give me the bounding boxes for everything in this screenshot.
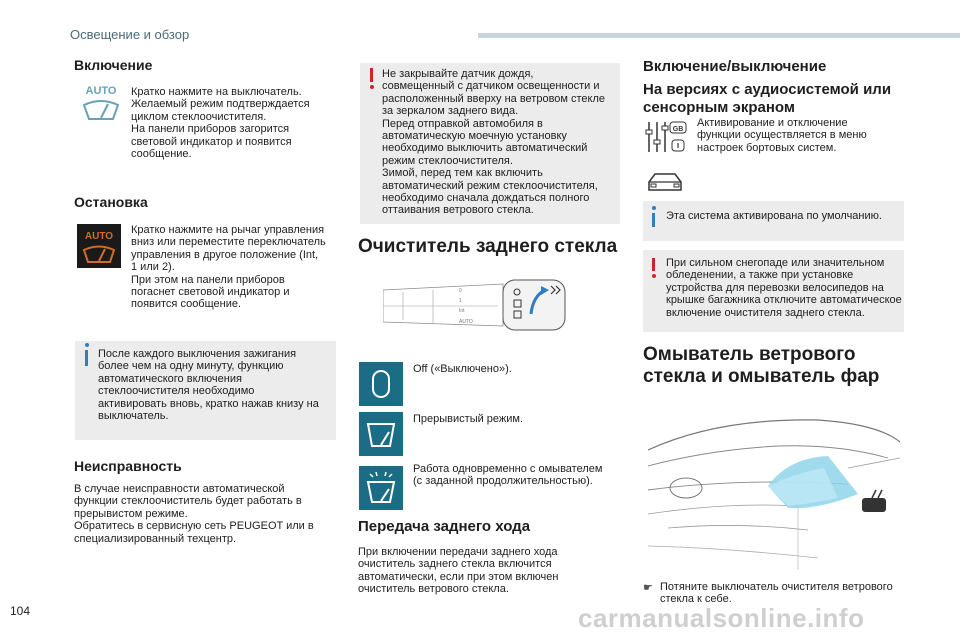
snow-warning-text: При сильном снегопаде или значительном обледенении, а также при установке устройства для перевозки велосипедов на крышке багажника отключите автоматическое включение очистителя заднего стекла. xyxy=(666,257,902,319)
stop-heading: Остановка xyxy=(74,194,148,210)
svg-text:AUTO: AUTO xyxy=(84,231,114,242)
mode-washer-icon xyxy=(359,466,403,510)
reverse-text: При включении передачи заднего хода очиститель заднего стекла включится автоматически, если при этом включен очиститель ветрового стекла. xyxy=(358,546,559,596)
section-title: Освещение и обзор xyxy=(70,27,190,42)
mode-off-text: Off («Выключено»). xyxy=(413,363,512,375)
warning-icon-snow xyxy=(652,258,655,271)
warning-icon xyxy=(370,68,373,82)
info-icon-dot xyxy=(85,343,89,347)
svg-text:1: 1 xyxy=(459,298,462,304)
svg-text:AUTO: AUTO xyxy=(459,319,473,325)
fault-text: В случае неисправности автоматической функции стеклоочиститель будет работать в прерывистом режиме. Обратитесь в сервисную сеть PEUGEOT или в специализированный техцентр. xyxy=(74,483,314,545)
fault-heading: Неисправность xyxy=(74,458,182,474)
warning-text: Не закрывайте датчик дождя, совмещенный с датчиком освещенности и расположенный вверху на ветровом стекле за зеркалом заднего вида. Перед отправкой автомобиля в автоматическую моечную установку необходимо выключить автоматический режим стеклоочистителя. Зимой, перед тем как включить автоматический режим стеклоочистителя, необходимо сначала дождаться полного оттаивания ветрового стекла. xyxy=(382,68,606,217)
on-text: Кратко нажмите на выключатель. Желаемый режим подтверждается циклом стеклоочистителя. На панели приборов загорится световой индикатор и появится сообщение. xyxy=(131,86,310,161)
info-icon xyxy=(85,350,88,366)
bullet-text: Потяните выключатель очистителя ветрового стекла к себе. xyxy=(660,581,893,606)
wiper-stalk-illustration xyxy=(383,278,573,340)
bullet-icon: ☛ xyxy=(643,582,653,594)
on-heading: Включение xyxy=(74,57,153,73)
washer-heading: Омыватель ветрового стекла и омыватель фар xyxy=(643,344,880,387)
mode-off-icon xyxy=(359,362,403,406)
watermark: carmanualsonline.info xyxy=(578,603,865,633)
rear-wiper-heading: Очиститель заднего стекла xyxy=(358,236,618,257)
svg-text:GB: GB xyxy=(672,126,684,133)
svg-text:Int: Int xyxy=(459,308,465,314)
versions-text: Активирование и отключение функции осуществляется в меню настроек бортовых систем. xyxy=(697,117,867,154)
mode-interval-icon xyxy=(359,412,403,456)
info-icon-dot-default xyxy=(652,206,656,210)
mode-interval-text: Прерывистый режим. xyxy=(413,413,524,425)
versions-heading: На версиях с аудиосистемой или сенсорным экраном xyxy=(643,81,892,116)
car-icon xyxy=(645,170,685,194)
default-info-text: Эта система активирована по умолчанию. xyxy=(666,210,882,222)
warning-icon-dot xyxy=(370,85,374,89)
stop-text: Кратко нажмите на рычаг управления вниз или переместите переключатель управления в другое положение (Int, 1 или 2). При этом на панели приборов погаснет световой индикатор и появится сообщение. xyxy=(131,224,326,311)
info-text: После каждого выключения зажигания более чем на одну минуту, функцию автоматического включения стеклоочистителя необходимо активировать вновь, кратко нажав книзу на выключатель. xyxy=(98,348,319,423)
reverse-heading: Передача заднего хода xyxy=(358,518,531,535)
page-number: 104 xyxy=(10,604,31,618)
settings-menu-icon xyxy=(643,118,687,156)
onoff-heading: Включение/выключение xyxy=(643,58,827,75)
svg-text:0: 0 xyxy=(459,288,462,294)
mode-washer-text: Работа одновременно с омывателем (с заданной продолжительностью). xyxy=(413,463,603,488)
info-icon-default xyxy=(652,213,655,227)
svg-text:AUTO: AUTO xyxy=(85,85,117,97)
auto-wiper-icon xyxy=(80,83,122,123)
warning-icon-dot-snow xyxy=(652,274,656,278)
auto-wiper-dark-icon xyxy=(77,224,121,268)
header-rule xyxy=(478,33,960,38)
washer-car-illustration xyxy=(648,398,900,570)
